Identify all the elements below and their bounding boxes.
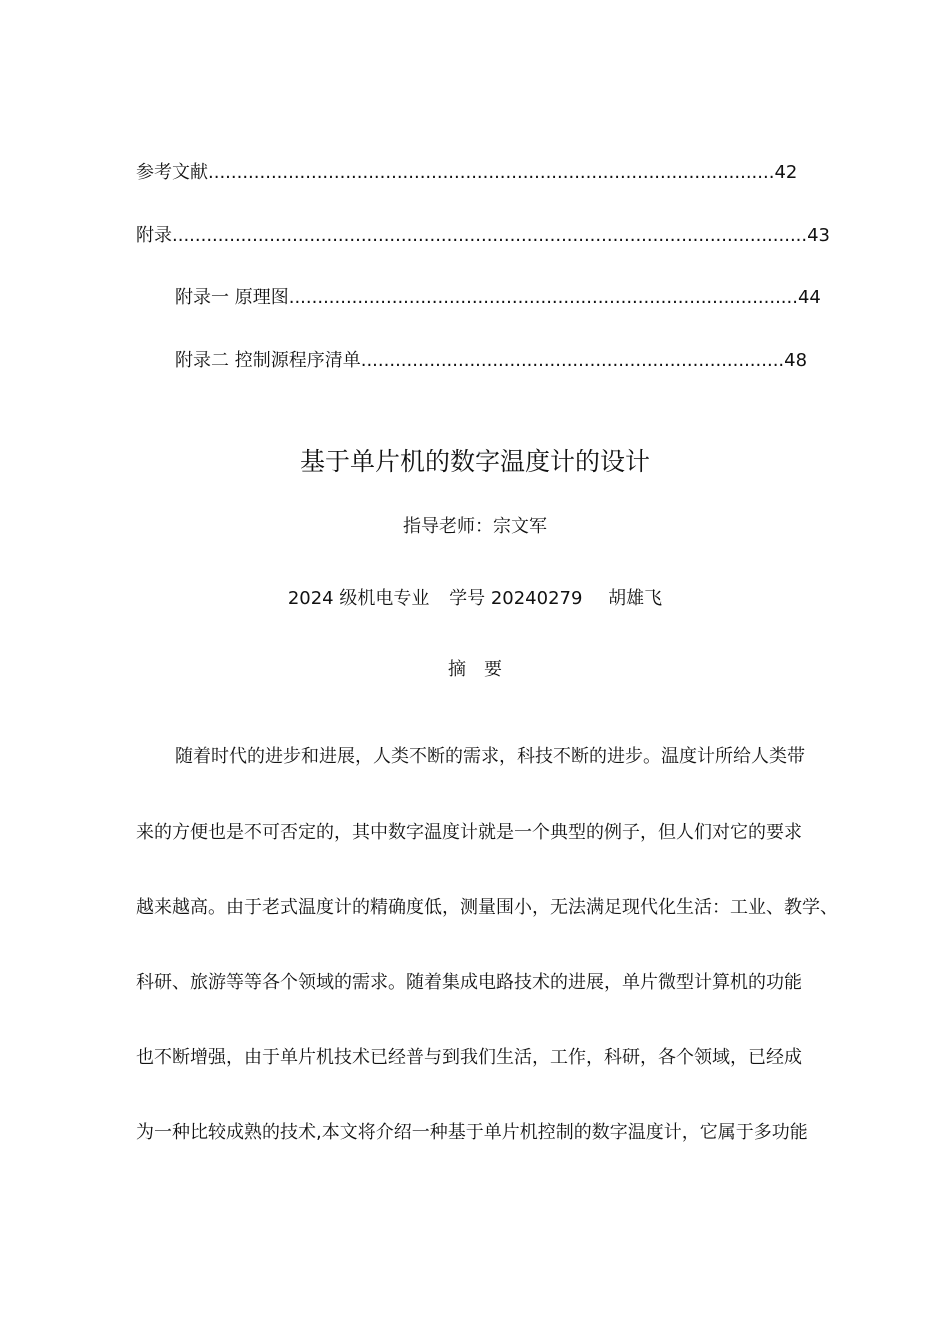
toc-entry-page: 48 <box>784 350 808 371</box>
toc-entry-appendix-2[interactable] <box>175 349 810 373</box>
toc-leader-dots: ......................................................................................... <box>288 287 798 308</box>
toc-entry-title: 参考文献 <box>136 162 208 183</box>
abstract-line: 也不断增强，由于单片机技术已经普与到我们生活，工作，科研，各个领域，已经成 <box>136 1047 802 1068</box>
toc-entry-title: 附录二 控制源程序清单 <box>175 350 361 371</box>
toc-entry-appendix[interactable] <box>136 224 831 248</box>
document-title: 基于单片机的数字温度计的设计 <box>299 447 650 476</box>
abstract-line: 科研、旅游等等各个领域的需求。随着集成电路技术的进展，单片微型计算机的功能 <box>136 972 802 993</box>
toc-leader-dots: ............................................................................................................... <box>172 225 808 246</box>
toc-entry-page: 43 <box>807 225 831 246</box>
author-line <box>0 587 950 611</box>
abstract-heading: 摘 要 <box>448 659 502 680</box>
toc-entry-appendix-1[interactable] <box>175 286 845 310</box>
toc-entry-title: 附录一 原理图 <box>175 287 289 308</box>
abstract-line: 为一种比较成熟的技术,本文将介绍一种基于单片机控制的数字温度计，它属于多功能 <box>136 1122 808 1143</box>
toc-entry-page: 42 <box>774 162 798 183</box>
toc-entry-title: 附录 <box>136 225 172 246</box>
toc-leader-dots: .......................................................................... <box>360 350 785 371</box>
toc-entry-references[interactable] <box>136 161 798 185</box>
toc-leader-dots: ................................................................................................... <box>208 162 775 183</box>
abstract-line: 来的方便也是不可否定的，其中数字温度计就是一个典型的例子，但人们对它的要求 <box>136 822 802 843</box>
author-name: 胡雄飞 <box>608 588 663 609</box>
abstract-line: 随着时代的进步和进展，人类不断的需求，科技不断的进步。温度计所给人类带 <box>175 746 805 767</box>
author-student-id: 学号 20240279 <box>449 588 583 609</box>
abstract-line: 越来越高。由于老式温度计的精确度低，测量围小，无法满足现代化生活：工业、教学、 <box>136 897 838 918</box>
toc-entry-page: 44 <box>797 287 821 308</box>
author-class: 2024 级机电专业 <box>287 588 430 609</box>
advisor-line: 指导老师：宗文军 <box>403 516 547 537</box>
